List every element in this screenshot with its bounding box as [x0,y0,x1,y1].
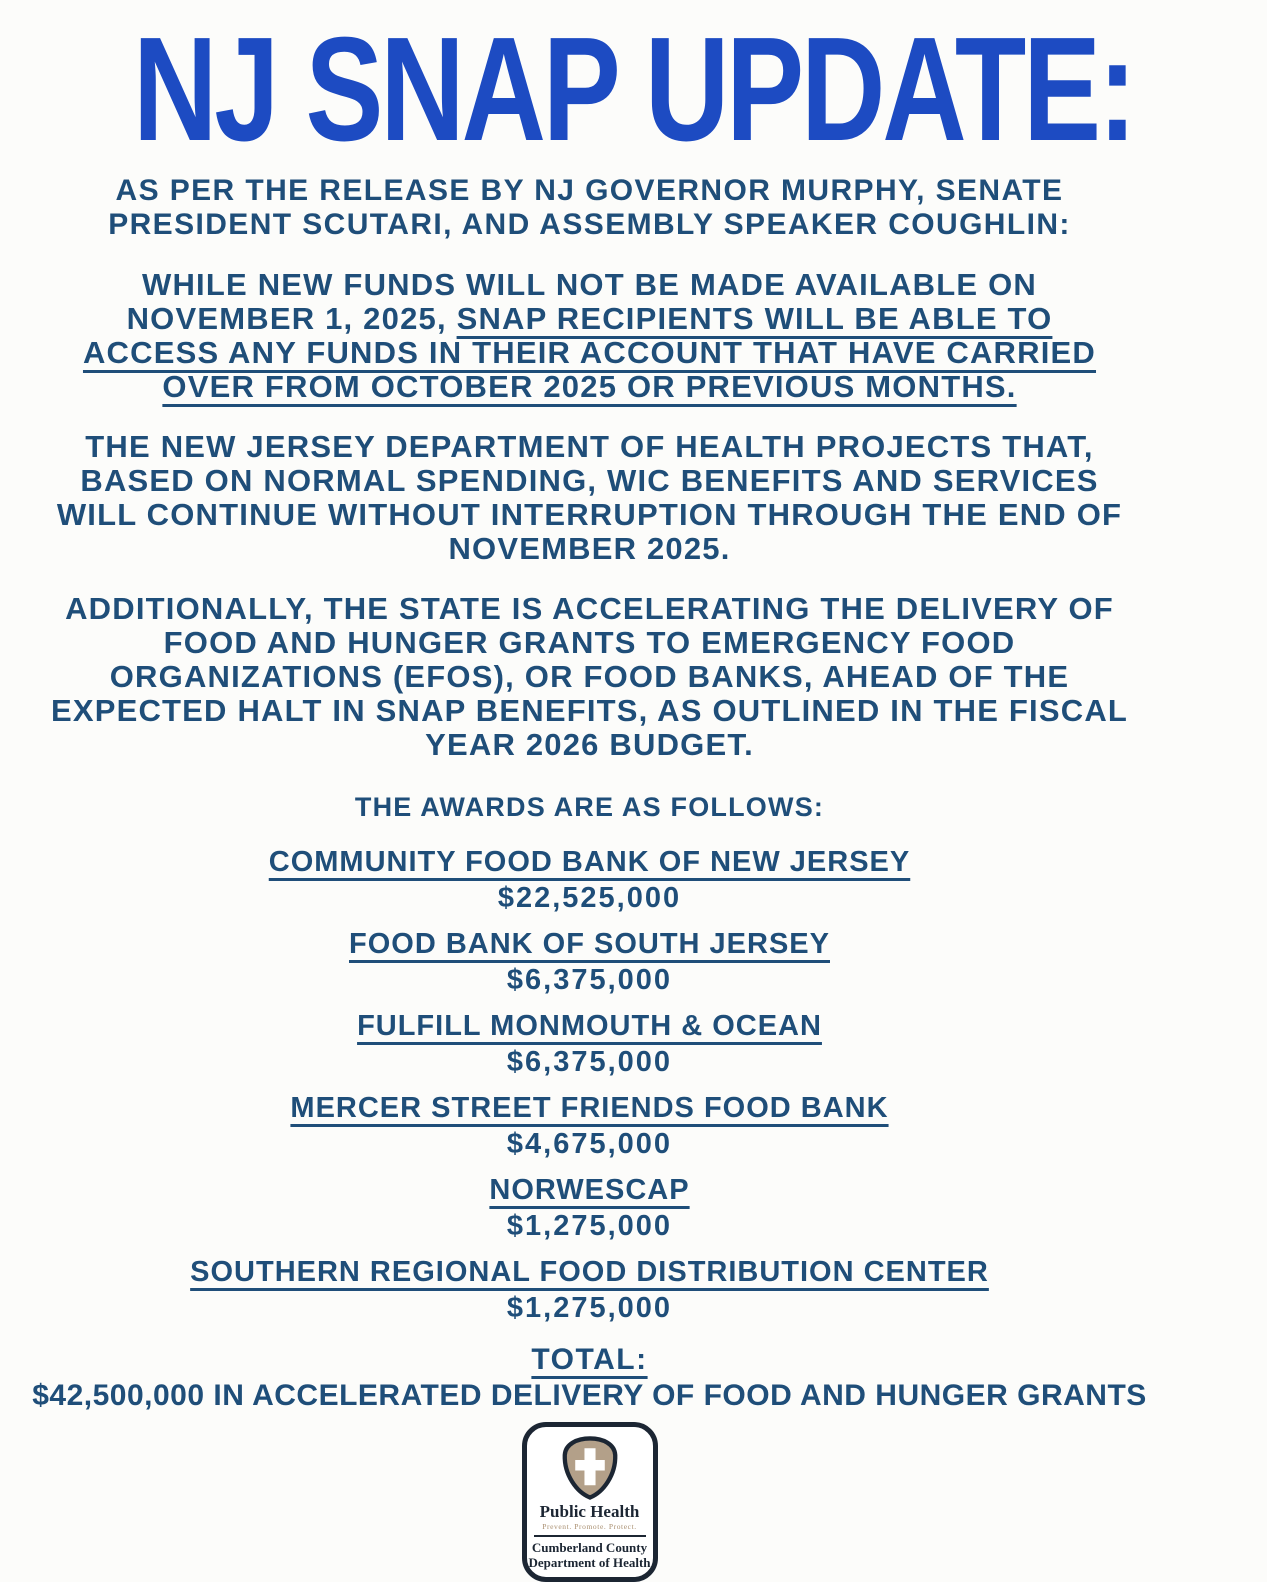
award-item [0,928,1179,997]
award-amount: $4,675,000 [506,1128,673,1161]
logo-dept-line2: Department of Health [528,1555,651,1571]
text-line: BASED ON NORMAL SPENDING, WIC BENEFITS AND SERVICES [80,463,1099,499]
page-title: NJ SNAP UPDATE: [133,7,1134,172]
award-item [0,1092,1179,1161]
award-name: SOUTHERN REGIONAL FOOD DISTRIBUTION CENTER [190,1256,989,1289]
award-name: NORWESCAP [489,1174,690,1207]
award-amount: $1,275,000 [506,1292,673,1325]
award-item [0,1256,1179,1325]
wic-paragraph [0,430,1179,566]
public-health-logo [522,1422,658,1582]
text-line: NOVEMBER 2025. [448,531,731,567]
text-line: WILL CONTINUE WITHOUT INTERRUPTION THROUGH THE END OF [56,497,1123,533]
logo-divider [534,1535,646,1537]
text-line: WHILE NEW FUNDS WILL NOT BE MADE AVAILABLE ON [142,267,1037,303]
text-line: FOOD AND HUNGER GRANTS TO EMERGENCY FOOD [163,625,1016,661]
text-line: YEAR 2026 BUDGET. [425,727,754,763]
logo-tagline: Prevent. Promote. Protect. [542,1522,637,1532]
text-line: ACCESS ANY FUNDS IN THEIR ACCOUNT THAT HAVE CARRIED [82,335,1097,371]
text-line: OVER FROM OCTOBER 2025 OR PREVIOUS MONTHS. [162,369,1017,405]
award-name: FOOD BANK OF SOUTH JERSEY [349,928,830,961]
grants-paragraph [0,592,1179,762]
total-block [0,1343,1179,1413]
awards-header: THE AWARDS ARE AS FOLLOWS: [354,792,825,823]
shield-cross-icon [559,1436,621,1500]
award-amount: $1,275,000 [506,1210,673,1243]
award-name: COMMUNITY FOOD BANK OF NEW JERSEY [268,846,911,879]
award-item [0,846,1179,915]
logo-department [528,1540,650,1570]
award-amount: $6,375,000 [506,964,673,997]
text-line: ADDITIONALLY, THE STATE IS ACCELERATING THE DELIVERY OF [65,591,1114,627]
intro-paragraph [0,174,1179,242]
funds-paragraph [0,268,1179,404]
awards-list [0,846,1179,1325]
award-name: FULFILL MONMOUTH & OCEAN [357,1010,822,1043]
logo-dept-line1: Cumberland County [531,1540,648,1556]
award-amount: $22,525,000 [497,882,682,915]
award-amount: $6,375,000 [506,1046,673,1079]
text-line: ORGANIZATIONS (EFOS), OR FOOD BANKS, AHEAD OF THE [109,659,1070,695]
award-name: MERCER STREET FRIENDS FOOD BANK [290,1092,889,1125]
text-line: THE NEW JERSEY DEPARTMENT OF HEALTH PROJECTS THAT, [85,429,1094,465]
logo-org-name: Public Health [539,1502,640,1522]
award-item [0,1010,1179,1079]
text-line: AS PER THE RELEASE BY NJ GOVERNOR MURPHY, SENATE [115,174,1064,208]
text-line: PRESIDENT SCUTARI, AND ASSEMBLY SPEAKER COUGHLIN: [108,208,1071,242]
total-amount-line: $42,500,000 IN ACCELERATED DELIVERY OF FOOD AND HUNGER GRANTS [32,1379,1147,1413]
total-label: TOTAL: [531,1343,648,1377]
text-line: EXPECTED HALT IN SNAP BENEFITS, AS OUTLINED IN THE FISCAL [50,693,1129,729]
text-line: NOVEMBER 1, 2025, SNAP RECIPIENTS WILL BE ABLE TO [126,301,1053,337]
award-item [0,1174,1179,1243]
